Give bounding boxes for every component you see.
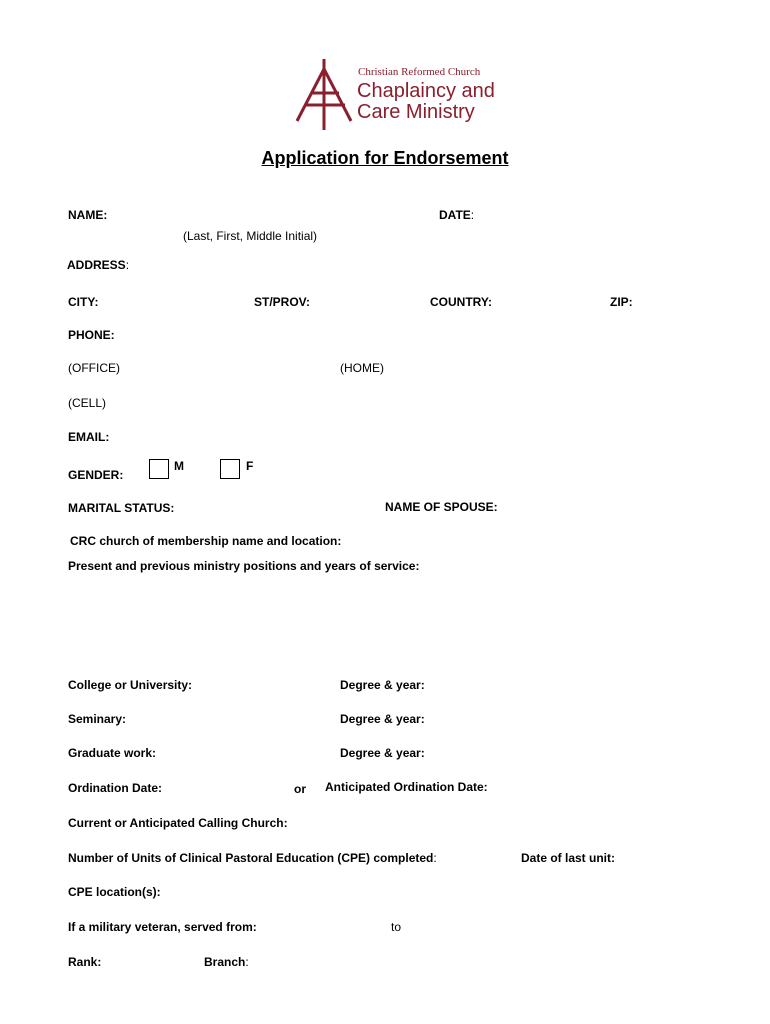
cpe-units-label: Number of Units of Clinical Pastoral Education (CPE) completed — [68, 851, 434, 865]
graduate-work-label: Graduate work: — [68, 746, 157, 760]
ordination-date-label: Ordination Date: — [68, 781, 163, 795]
gender-f-label: F — [246, 459, 254, 473]
military-served-label: If a military veteran, served from: — [68, 920, 257, 934]
gender-m-label: M — [174, 459, 184, 473]
cross-logo-icon — [293, 57, 355, 133]
seminary-label: Seminary: — [68, 712, 127, 726]
name-hint: (Last, First, Middle Initial) — [183, 229, 318, 243]
college-degree-label: Degree & year: — [340, 678, 425, 692]
address-label: ADDRESS — [67, 258, 126, 272]
college-label: College or University: — [68, 678, 193, 692]
gender-label: GENDER: — [68, 468, 124, 482]
country-label: COUNTRY: — [430, 295, 492, 309]
date-label-wrap — [439, 208, 474, 222]
address-colon: : — [125, 258, 130, 272]
branch-colon: : — [245, 955, 249, 969]
zip-label: ZIP: — [610, 295, 633, 309]
email-label: EMAIL: — [68, 430, 110, 444]
logo-name-line2: Care Ministry — [357, 101, 475, 123]
branch-label: Branch — [204, 955, 246, 969]
st-prov-label: ST/PROV: — [254, 295, 311, 309]
calling-church-label: Current or Anticipated Calling Church: — [68, 816, 288, 830]
or-label: or — [294, 782, 306, 796]
city-label: CITY: — [68, 295, 99, 309]
ministry-positions-label: Present and previous ministry positions and years of service: — [68, 559, 420, 573]
cpe-units-label-wrap — [68, 851, 437, 865]
date-label: DATE — [439, 208, 471, 222]
gender-f-checkbox[interactable] — [220, 459, 240, 479]
phone-label: PHONE: — [68, 328, 115, 342]
spouse-name-label: NAME OF SPOUSE: — [385, 500, 498, 514]
home-phone-label: (HOME) — [340, 361, 384, 375]
cpe-units-colon: : — [433, 851, 437, 865]
logo-name-line1: Chaplaincy and — [357, 80, 495, 102]
crc-church-label: CRC church of membership name and location: — [70, 534, 342, 548]
last-unit-date-label: Date of last unit: — [521, 851, 616, 865]
name-label: NAME: — [68, 208, 108, 222]
office-phone-label: (OFFICE) — [68, 361, 120, 375]
branch-label-wrap — [204, 955, 249, 969]
anticipated-ordination-label: Anticipated Ordination Date: — [325, 780, 488, 794]
page-title: Application for Endorsement — [261, 148, 509, 168]
gender-m-checkbox[interactable] — [149, 459, 169, 479]
cell-phone-label: (CELL) — [68, 396, 107, 410]
cpe-locations-label: CPE location(s): — [68, 885, 161, 899]
rank-label: Rank: — [68, 955, 102, 969]
seminary-degree-label: Degree & year: — [340, 712, 425, 726]
marital-status-label: MARITAL STATUS: — [68, 501, 175, 515]
address-label-wrap — [67, 258, 129, 272]
logo-org-line: Christian Reformed Church — [358, 66, 481, 78]
date-colon: : — [470, 208, 475, 222]
military-to-label: to — [391, 920, 402, 934]
graduate-degree-label: Degree & year: — [340, 746, 425, 760]
